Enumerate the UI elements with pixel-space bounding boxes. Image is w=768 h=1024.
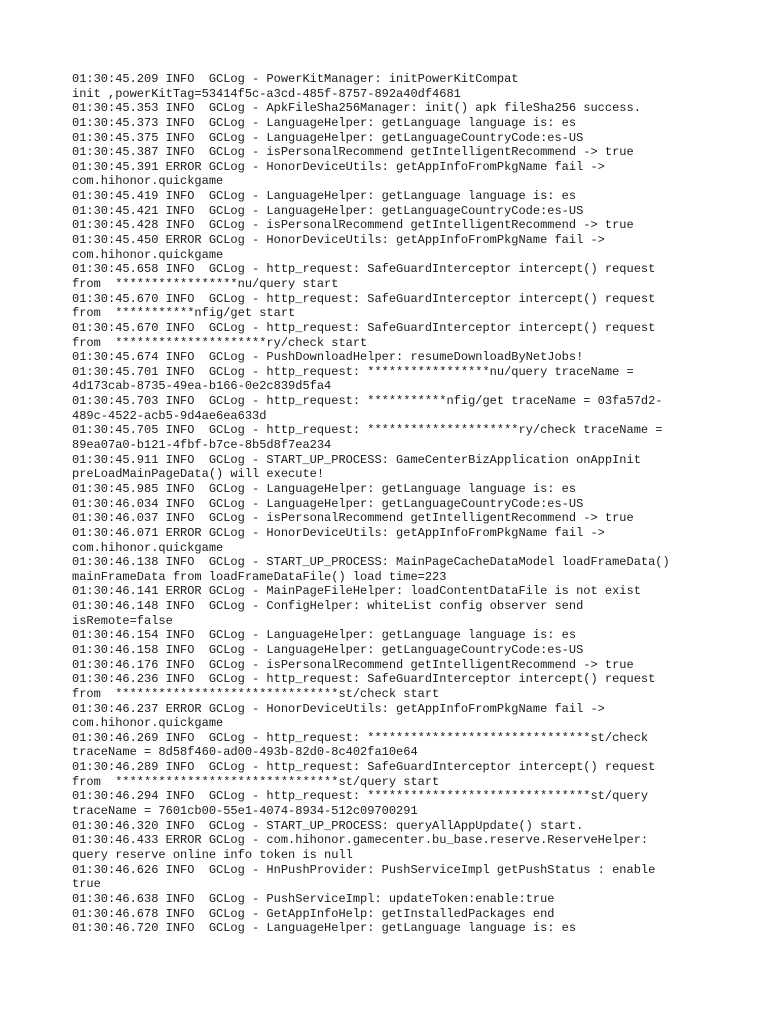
- log-line: 489c-4522-acb5-9d4ae6ea633d: [72, 408, 267, 423]
- log-line: mainFrameData from loadFrameDataFile() load time=223: [72, 569, 447, 584]
- log-line: 01:30:46.141 ERROR GCLog - MainPageFileHelper: loadContentDataFile is not exist: [72, 584, 641, 599]
- log-line: 01:30:45.670 INFO GCLog - http_request: SafeGuardInterceptor intercept() request: [72, 291, 656, 306]
- log-text-block: [72, 72, 712, 936]
- log-line: 01:30:46.294 INFO GCLog - http_request: *******************************st/query: [72, 789, 649, 804]
- log-line: 01:30:45.419 INFO GCLog - LanguageHelper: getLanguage language is: es: [72, 189, 577, 204]
- log-line: 01:30:46.037 INFO GCLog - isPersonalRecommend getIntelligentRecommend -> true: [72, 511, 634, 526]
- log-line: 01:30:46.626 INFO GCLog - HnPushProvider: PushServiceImpl getPushStatus : enable: [72, 862, 656, 877]
- log-line: from *****************nu/query start: [72, 276, 339, 291]
- log-line: true: [72, 877, 101, 892]
- log-line: 01:30:45.391 ERROR GCLog - HonorDeviceUtils: getAppInfoFromPkgName fail ->: [72, 159, 605, 174]
- log-line: 01:30:45.985 INFO GCLog - LanguageHelper: getLanguage language is: es: [72, 481, 577, 496]
- log-line: traceName = 7601cb00-55e1-4074-8934-512c09700291: [72, 804, 418, 819]
- log-line: 01:30:45.670 INFO GCLog - http_request: SafeGuardInterceptor intercept() request: [72, 320, 656, 335]
- log-line: 89ea07a0-b121-4fbf-b7ce-8b5d8f7ea234: [72, 438, 332, 453]
- log-line: preLoadMainPageData() will execute!: [72, 467, 325, 482]
- log-line: 01:30:46.158 INFO GCLog - LanguageHelper: getLanguageCountryCode:es-US: [72, 642, 584, 657]
- log-line: 01:30:45.428 INFO GCLog - isPersonalRecommend getIntelligentRecommend -> true: [72, 218, 634, 233]
- log-line: 01:30:46.720 INFO GCLog - LanguageHelper: getLanguage language is: es: [72, 921, 577, 936]
- log-line: 01:30:46.638 INFO GCLog - PushServiceImpl: updateToken:enable:true: [72, 891, 555, 906]
- log-line: com.hihonor.quickgame: [72, 247, 224, 262]
- log-line: 01:30:45.209 INFO GCLog - PowerKitManager: initPowerKitCompat: [72, 72, 519, 86]
- log-line: 01:30:46.320 INFO GCLog - START_UP_PROCESS: queryAllAppUpdate() start.: [72, 818, 584, 833]
- log-line: 01:30:46.154 INFO GCLog - LanguageHelper: getLanguage language is: es: [72, 628, 577, 643]
- log-line: from *******************************st/query start: [72, 774, 440, 789]
- log-line: com.hihonor.quickgame: [72, 716, 224, 731]
- log-line: com.hihonor.quickgame: [72, 540, 224, 555]
- log-line: 01:30:46.237 ERROR GCLog - HonorDeviceUtils: getAppInfoFromPkgName fail ->: [72, 701, 605, 716]
- log-line: 01:30:45.674 INFO GCLog - PushDownloadHelper: resumeDownloadByNetJobs!: [72, 350, 584, 365]
- log-line: traceName = 8d58f460-ad00-493b-82d0-8c402fa10e64: [72, 745, 418, 760]
- log-line: 4d173cab-8735-49ea-b166-0e2c839d5fa4: [72, 379, 332, 394]
- log-line: 01:30:46.289 INFO GCLog - http_request: SafeGuardInterceptor intercept() request: [72, 760, 656, 775]
- log-line: 01:30:46.269 INFO GCLog - http_request: *******************************st/check: [72, 730, 649, 745]
- log-line: 01:30:45.375 INFO GCLog - LanguageHelper: getLanguageCountryCode:es-US: [72, 130, 584, 145]
- log-line: 01:30:45.703 INFO GCLog - http_request: ***********nfig/get traceName = 03fa57d2-: [72, 394, 663, 409]
- log-line: 01:30:46.433 ERROR GCLog - com.hihonor.gamecenter.bu_base.reserve.ReserveHelper:: [72, 833, 649, 848]
- log-line: 01:30:45.658 INFO GCLog - http_request: SafeGuardInterceptor intercept() request: [72, 262, 656, 277]
- log-line: 01:30:45.911 INFO GCLog - START_UP_PROCESS: GameCenterBizApplication onAppInit: [72, 452, 641, 467]
- log-line: from *******************************st/check start: [72, 686, 440, 701]
- log-line: query reserve online info token is null: [72, 847, 353, 862]
- log-line: init ,powerKitTag=53414f5c-a3cd-485f-8757-892a40df4681: [72, 86, 461, 101]
- log-line: 01:30:45.701 INFO GCLog - http_request: *****************nu/query traceName =: [72, 364, 634, 379]
- log-line: 01:30:45.705 INFO GCLog - http_request: *********************ry/check traceName =: [72, 423, 663, 438]
- log-line: 01:30:46.678 INFO GCLog - GetAppInfoHelp: getInstalledPackages end: [72, 906, 555, 921]
- log-line: 01:30:45.353 INFO GCLog - ApkFileSha256Manager: init() apk fileSha256 success.: [72, 101, 641, 116]
- log-line: from ***********nfig/get start: [72, 306, 296, 321]
- log-line: 01:30:45.421 INFO GCLog - LanguageHelper: getLanguageCountryCode:es-US: [72, 203, 584, 218]
- log-line: com.hihonor.quickgame: [72, 174, 224, 189]
- log-line: 01:30:46.138 INFO GCLog - START_UP_PROCESS: MainPageCacheDataModel loadFrameData(): [72, 555, 670, 570]
- log-line: 01:30:45.387 INFO GCLog - isPersonalRecommend getIntelligentRecommend -> true: [72, 145, 634, 160]
- log-line: isRemote=false: [72, 613, 173, 628]
- log-line: 01:30:46.236 INFO GCLog - http_request: SafeGuardInterceptor intercept() request: [72, 672, 656, 687]
- log-line: 01:30:46.071 ERROR GCLog - HonorDeviceUtils: getAppInfoFromPkgName fail ->: [72, 525, 605, 540]
- log-line: 01:30:46.034 INFO GCLog - LanguageHelper: getLanguageCountryCode:es-US: [72, 496, 584, 511]
- log-line: 01:30:46.176 INFO GCLog - isPersonalRecommend getIntelligentRecommend -> true: [72, 657, 634, 672]
- log-line: from *********************ry/check start: [72, 335, 368, 350]
- log-line: 01:30:45.450 ERROR GCLog - HonorDeviceUtils: getAppInfoFromPkgName fail ->: [72, 233, 605, 248]
- log-line: 01:30:45.373 INFO GCLog - LanguageHelper: getLanguage language is: es: [72, 115, 577, 130]
- log-line: 01:30:46.148 INFO GCLog - ConfigHelper: whiteList config observer send: [72, 599, 584, 614]
